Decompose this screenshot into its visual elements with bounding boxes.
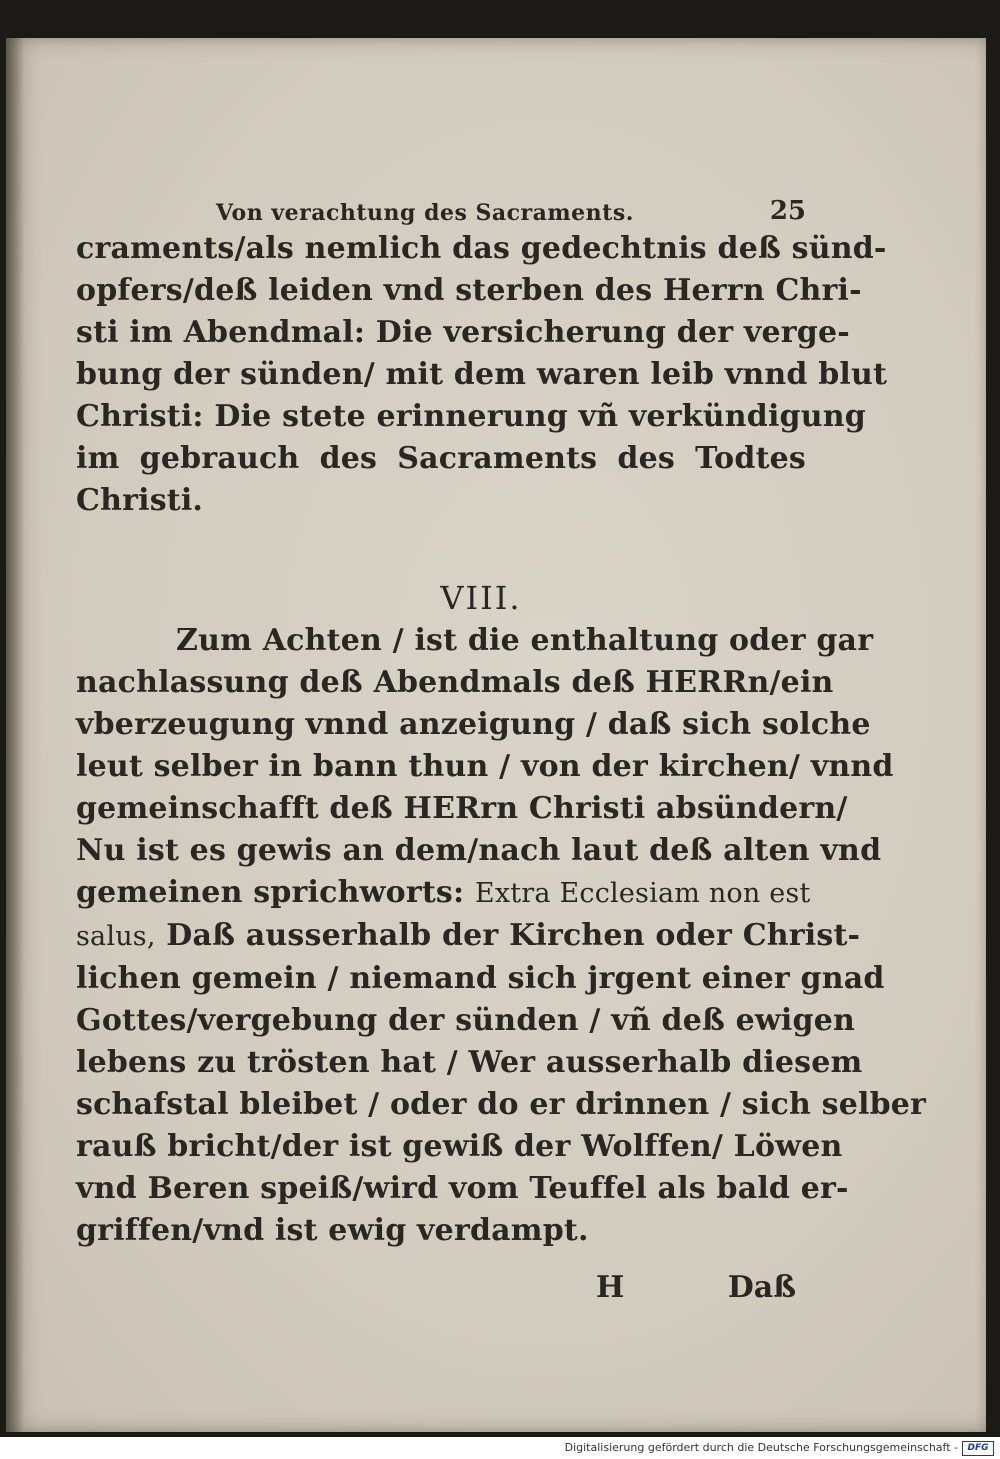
paragraph-1: [76, 228, 888, 522]
text-line: lichen gemein / niemand sich jrgent einer gnad: [76, 961, 885, 996]
text-line: vnd Beren speiß/wird vom Teuffel als bald er-: [76, 1171, 849, 1206]
credit-bar: [0, 1437, 1000, 1459]
text-line: lebens zu trösten hat / Wer ausserhalb diesem: [76, 1045, 863, 1080]
page-text-block: [76, 188, 927, 1316]
page-fold-shadow: [6, 38, 24, 1432]
german-text: Daß ausserhalb der Kirchen oder Christ-: [166, 918, 861, 953]
paragraph-2: [76, 620, 927, 1252]
latin-quote: Extra Ecclesiam non est: [474, 878, 811, 909]
text-line: opfers/deß leiden vnd sterben des Herrn Chri-: [76, 273, 862, 308]
text-line: Zum Achten / ist die enthaltung oder gar: [176, 623, 874, 658]
text-line: Gottes/vergebung der sünden / vñ deß ewigen: [76, 1003, 856, 1038]
text-line: craments/als nemlich das gedechtnis deß sünd-: [76, 231, 887, 266]
latin-quote-end: salus,: [76, 921, 156, 952]
text-line: gemeinschafft deß HERrn Christi absündern/: [76, 791, 848, 826]
text-line: leut selber in bann thun / von der kirchen/ vnnd: [76, 749, 894, 784]
text-line: Nu ist es gewis an dem/nach laut deß alten vnd: [76, 833, 882, 868]
text-line: vberzeugung vnnd anzeigung / daß sich solche: [76, 707, 871, 742]
german-text: gemeinen sprichworts:: [76, 875, 465, 910]
text-line: nachlassung deß Abendmals deß HERRn/ein: [76, 665, 834, 700]
running-title: Von verachtung des Sacraments.: [216, 200, 634, 226]
page-footer: [76, 1260, 806, 1316]
text-line: schafstal bleibet / oder do er drinnen / sich selber: [76, 1087, 927, 1122]
text-line: sti im Abendmal: Die versicherung der verge-: [76, 315, 850, 350]
text-line: rauß bricht/der ist gewiß der Wolffen/ Löwen: [76, 1129, 843, 1164]
catchword: Daß: [727, 1270, 796, 1305]
funding-credit: Digitalisierung gefördert durch die Deutsche Forschungsgemeinschaft -: [564, 1441, 958, 1454]
page-number: 25: [769, 196, 806, 226]
signature-mark: H: [596, 1270, 625, 1305]
book-page: [6, 38, 986, 1432]
section-numeral: VIII.: [440, 579, 522, 617]
text-line: griffen/vnd ist ewig verdampt.: [76, 1213, 589, 1248]
running-head: [76, 188, 806, 228]
text-line: Christi.: [76, 483, 204, 518]
text-line-latin-continuation: [76, 915, 861, 958]
dfg-logo-icon: DFG: [962, 1441, 994, 1456]
text-line-latin-quote: [76, 872, 811, 915]
text-line: bung der sünden/ mit dem waren leib vnnd blut: [76, 357, 888, 392]
text-line: im gebrauch des Sacraments des Todtes: [76, 441, 806, 476]
text-line: Christi: Die stete erinnerung vñ verkündigung: [76, 399, 866, 434]
